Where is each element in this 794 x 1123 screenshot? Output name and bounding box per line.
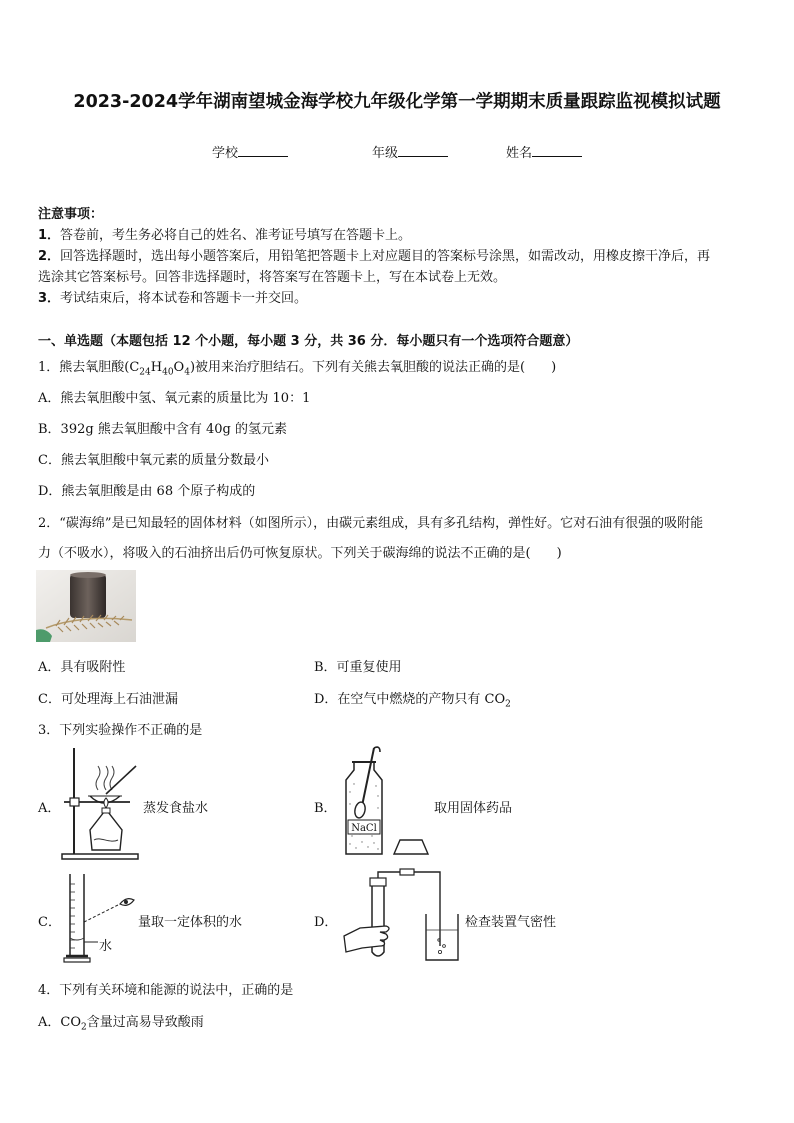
q4-option-a-subscript: 2 [81,1022,87,1033]
q1-option-d: D．熊去氧胆酸是由 68 个原子构成的 [38,484,256,499]
school-label: 学校 [212,146,239,161]
q1-subscript: 24 [139,367,151,378]
notice-num: 1． [38,228,61,243]
notice-text: 回答选择题时，选出每小题答案后，用铅笔把答题卡上对应题目的答案标号涂黑，如需改动，用橡皮擦干净后，再 [60,249,711,264]
airtightness-apparatus [340,868,466,964]
q2-option-b: B．可重复使用 [314,660,402,675]
notice-text: 选涂其它答案标号。回答非选择题时，将答案写在答题卡上，写在本试卷上无效。 [38,270,507,285]
name-field [506,142,582,161]
notice-item [38,245,710,264]
q3-a-label: 蒸发食盐水 [143,801,209,816]
q2-option-d-text: D．在空气中燃烧的产物只有 CO [314,692,506,707]
notice-item [38,266,506,285]
grade-label: 年级 [372,146,399,161]
q1-option-b: B．392g 熊去氧胆酸中含有 40g 的氢元素 [38,422,287,437]
q4-option-a-text: 含量过高易导致酸雨 [86,1015,204,1030]
notice-item [38,224,411,243]
school-blank[interactable] [238,144,288,157]
q4-stem: 4．下列有关环境和能源的说法中，正确的是 [38,983,294,998]
q3-stem: 3．下列实验操作不正确的是 [38,723,203,738]
q2-option-d-subscript: 2 [505,699,511,710]
q1-stem-part: )被用来治疗胆结石。下列有关熊去氧胆酸的说法正确的是( ) [189,360,557,375]
q2-stem-line1: 2．“碳海绵”是已知最轻的固体材料（如图所示），由碳元素组成，具有多孔结构，弹性好。它对石油有很强的吸附能 [38,516,704,531]
notice-heading: 注意事项： [38,207,104,222]
q4-option-a-text: A．CO [38,1015,81,1030]
grade-field [372,142,448,161]
q3-c-label: 量取一定体积的水 [138,915,243,930]
q4-option-a [38,1011,204,1033]
q3-b-label: 取用固体药品 [434,801,513,816]
q2-option-d [314,688,511,710]
q3-c-water-label: 水 [99,939,113,954]
q1-option-c: C．熊去氧胆酸中氧元素的质量分数最小 [38,453,269,468]
notice-text: 考试结束后，将本试卷和答题卡一并交回。 [60,291,308,306]
notice-item [38,287,307,306]
carbon-sponge-photo [36,570,136,642]
nacl-bottle-label: NaCl [351,823,377,834]
school-field [212,142,288,161]
q1-option-a: A．熊去氧胆酸中氢、氧元素的质量比为 10：1 [38,391,311,406]
q3-c-letter: C． [38,915,61,930]
notice-num: 3． [38,291,61,306]
q2-stem-line2: 力（不吸水），将吸入的石油挤出后仍可恢复原状。下列关于碳海绵的说法不正确的是( ) [38,546,562,561]
q3-d-label: 检查装置气密性 [465,915,557,930]
name-blank[interactable] [532,144,582,157]
q1-stem [38,356,556,378]
q1-subscript: 4 [184,367,190,378]
name-label: 姓名 [506,146,533,161]
q2-option-a: A．具有吸附性 [38,660,126,675]
notice-num: 2． [38,249,61,264]
q1-stem-part: O [173,360,185,375]
section-heading: 一、单选题（本题包括 12 个小题，每小题 3 分，共 36 分．每小题只有一个选项符合题意） [38,334,579,349]
evaporation-apparatus [60,744,142,862]
nacl-bottle-apparatus [334,744,438,860]
q1-stem-part: H [150,360,163,375]
grade-blank[interactable] [398,144,448,157]
q1-subscript: 40 [162,367,174,378]
notice-text: 答卷前，考生务必将自己的姓名、准考证号填写在答题卡上。 [60,228,412,243]
q1-stem-part: 1．熊去氧胆酸(C [38,360,140,375]
q3-a-letter: A． [38,801,61,816]
q3-d-letter: D． [314,915,338,930]
exam-title: 2023-2024学年湖南望城金海学校九年级化学第一学期期末质量跟踪监视模拟试题 [73,92,721,112]
q2-option-c: C．可处理海上石油泄漏 [38,692,178,707]
q3-b-letter: B． [314,801,337,816]
